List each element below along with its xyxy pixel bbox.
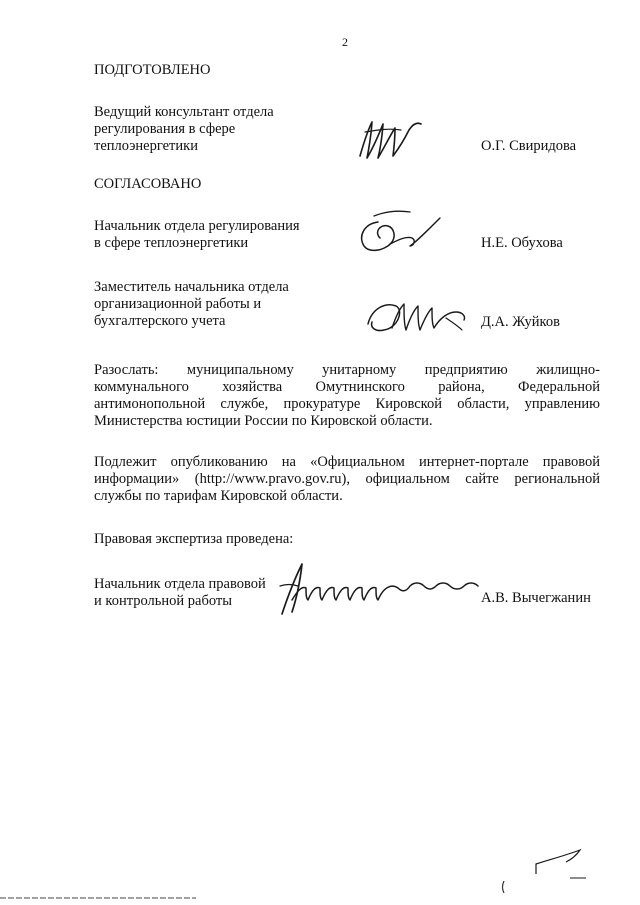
page-number: 2 [342,35,348,49]
position-line: и контрольной работы [94,593,232,609]
signatory-2-name: Н.Е. Обухова [481,235,563,251]
position-line: бухгалтерского учета [94,313,226,329]
paragraph-line: Министерства юстиции России по Кировской области. [94,413,433,429]
publication-paragraph [94,454,600,505]
signature-legal [262,556,482,618]
bottom-rule [0,896,200,900]
position-line: теплоэнергетики [94,138,198,154]
paragraph-line: Подлежит опубликованию на «Официальном интернет-портале правовой [94,454,600,470]
position-line: Начальник отдела правовой [94,576,266,592]
signature-3 [362,294,472,340]
legal-signatory-position [94,576,266,610]
paragraph-line: службы по тарифам Кировской области. [94,488,343,504]
agreed-heading: СОГЛАСОВАНО [94,176,202,192]
signatory-2-position [94,218,300,252]
prepared-heading: ПОДГОТОВЛЕНО [94,62,211,78]
legal-review-note: Правовая экспертиза проведена: [94,531,294,547]
position-line: Заместитель начальника отдела [94,279,289,295]
handwritten-mark-icon [530,842,590,882]
scan-tick-icon [500,880,508,894]
paragraph-line: Разослать: муниципальному унитарному предприятию жилищно- [94,362,600,378]
signatory-3-name: Д.А. Жуйков [481,314,560,330]
signatory-1-name: О.Г. Свиридова [481,138,577,154]
position-line: Начальник отдела регулирования [94,218,300,234]
position-line: организационной работы и [94,296,262,312]
paragraph-line: антимонопольной службе, прокуратуре Кировской области, управлению [94,396,600,412]
signatory-3-position [94,279,289,330]
position-line: Ведущий консультант отдела [94,104,274,120]
legal-signatory-name: А.В. Вычегжанин [481,590,591,606]
position-line: в сфере теплоэнергетики [94,235,249,251]
signature-2 [350,206,450,258]
signatory-1-position [94,104,274,155]
paragraph-line: коммунального хозяйства Омутнинского района, Федеральной [94,379,600,395]
position-line: регулирования в сфере [94,121,236,137]
distribution-paragraph [94,362,600,430]
signature-1 [355,112,425,164]
paragraph-line: информации» (http://www.pravo.gov.ru), официальном сайте региональной [94,471,600,487]
